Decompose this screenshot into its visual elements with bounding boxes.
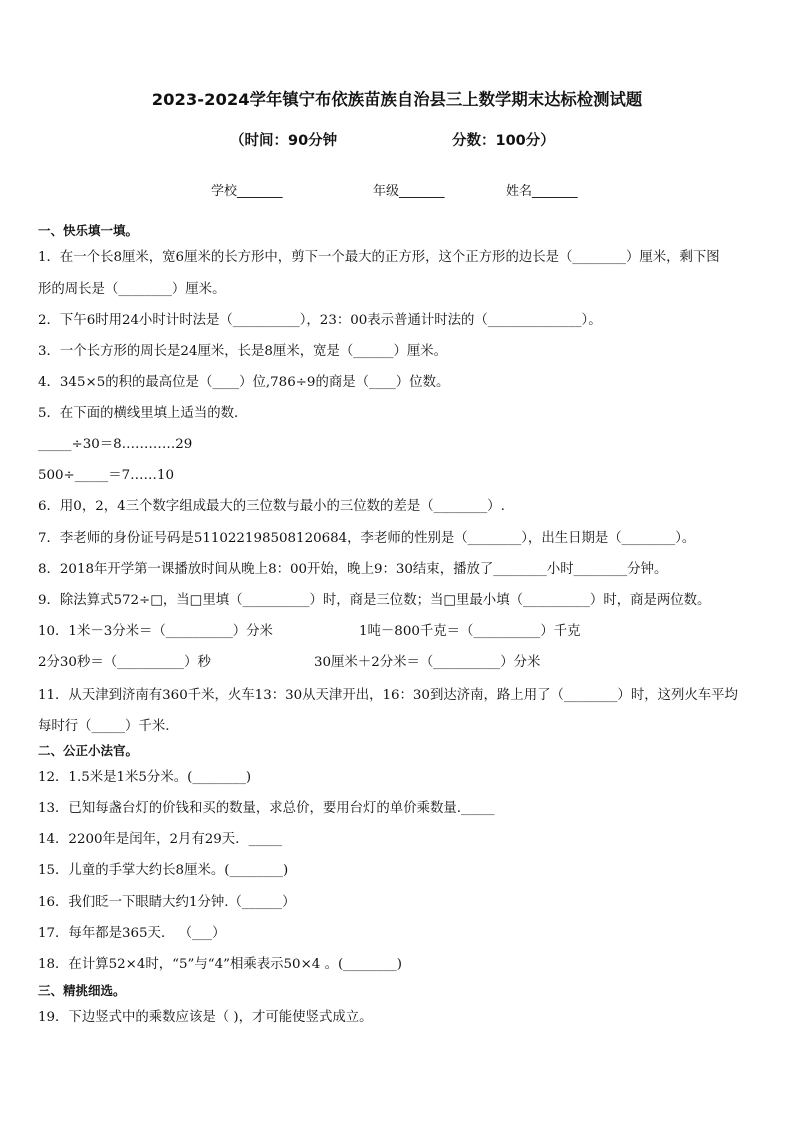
question-13: 13．已知每盏台灯的价钱和买的数量，求总价，要用台灯的单价乘数量._____ (38, 801, 495, 816)
question-15: 15．儿童的手掌大约长8厘米。(________) (38, 863, 289, 878)
section-1-heading: 一、快乐填一填。 (38, 223, 139, 238)
question-10-d: 30厘米＋2分米＝（__________）分米 (314, 655, 541, 670)
question-11-line-2: 每时行（_____）千米. (38, 719, 170, 734)
question-5-blank-b: 500÷_____＝7……10 (38, 468, 174, 483)
question-7: 7．李老师的身份证号码是511022198508120684，李老师的性别是（________），出生日期是（________）。 (38, 531, 696, 546)
question-10-a: 10．1米－3分米＝（__________）分米 (38, 624, 273, 639)
question-5: 5．在下面的横线里填上适当的数． (38, 406, 248, 421)
question-8: 8．2018年开学第一课播放时间从晚上8：00开始，晚上9：30结束，播放了________小时________分钟。 (38, 562, 668, 577)
question-2: 2．下午6时用24小时计时法是（__________），23：00表示普通计时法的（______________）。 (38, 313, 602, 328)
exam-time: （时间：90分钟 (230, 133, 338, 149)
grade-field: 年级_______ (373, 184, 445, 199)
school-field: 学校_______ (211, 184, 283, 199)
question-11-line-1: 11．从天津到济南有360千米，火车13：30从天津开出，16：30到达济南，路上用了（________）时，这列火车平均 (38, 688, 738, 703)
question-14: 14．2200年是闰年，2月有29天．_____ (38, 832, 283, 847)
exam-title: 2023-2024学年镇宁布依族苗族自治县三上数学期末达标检测试题 (151, 90, 643, 109)
name-field: 姓名_______ (506, 184, 578, 199)
question-9: 9．除法算式572÷□，当□里填（__________）时，商是三位数；当□里最小填（__________）时，商是两位数。 (38, 593, 711, 608)
question-1-line-1: 1．在一个长8厘米，宽6厘米的长方形中，剪下一个最大的正方形，这个正方形的边长是（________）厘米，剩下图 (38, 250, 720, 265)
question-16: 16．我们眨一下眼睛大约1分钟.（______） (38, 895, 296, 910)
question-19: 19．下边竖式中的乘数应该是（ )，才可能使竖式成立。 (38, 1010, 373, 1025)
question-12: 12．1.5米是1米5分米。(________) (38, 770, 252, 785)
question-4: 4．345×5的积的最高位是（____）位,786÷9的商是（____）位数。 (38, 375, 450, 390)
question-18: 18．在计算52×4时，“5”与“4”相乘表示50×4 。(________) (38, 957, 402, 972)
section-3-heading: 三、精挑细选。 (38, 983, 126, 998)
question-17: 17．每年都是365天． （___） (38, 926, 226, 941)
question-10-b: 1吨－800千克＝（__________）千克 (359, 624, 581, 639)
question-1-line-2: 形的周长是（________）厘米。 (38, 282, 226, 297)
question-3: 3．一个长方形的周长是24厘米，长是8厘米，宽是（______）厘米。 (38, 344, 448, 359)
question-10-c: 2分30秒＝（__________）秒 (38, 655, 211, 670)
exam-score: 分数：100分） (452, 133, 555, 149)
question-5-blank-a: _____÷30＝8…………29 (38, 437, 193, 452)
section-2-heading: 二、公正小法官。 (38, 743, 139, 758)
question-6: 6．用0，2，4三个数字组成最大的三位数与最小的三位数的差是（________）. (38, 499, 505, 514)
